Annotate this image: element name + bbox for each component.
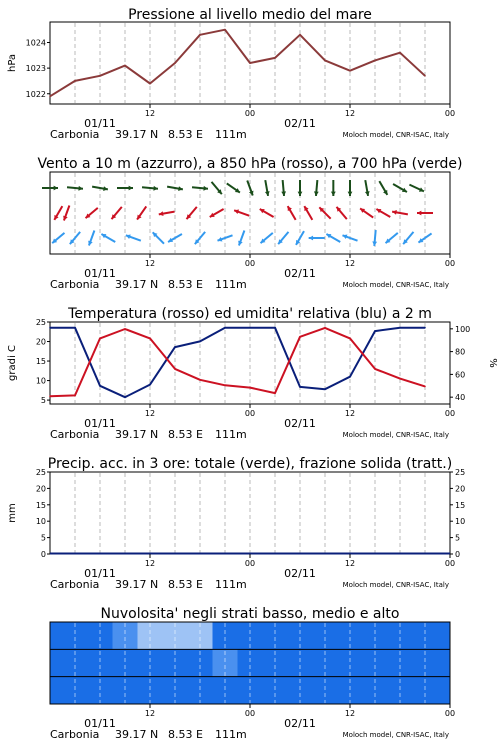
- humidity-line-point: [374, 330, 376, 332]
- wind-head: [372, 241, 377, 246]
- model-credit: Moloch model, CNR-ISAC, Italy: [342, 131, 449, 139]
- location-lon: 8.53 E: [168, 278, 203, 291]
- temperature-line-point: [174, 368, 176, 370]
- pressure-line-point: [174, 62, 176, 64]
- wind-arrow-700hpa: [281, 180, 286, 196]
- humidity-line-point: [349, 376, 351, 378]
- wind-arrow-700hpa: [331, 180, 336, 196]
- pressure-line-point: [149, 83, 151, 85]
- temperature-line-point: [124, 328, 126, 330]
- y-tick-label: 1023: [25, 64, 46, 74]
- wind-arrow-700hpa: [314, 180, 319, 196]
- y-right-tick-label: 40: [455, 393, 466, 403]
- model-credit: Moloch model, CNR-ISAC, Italy: [342, 731, 449, 739]
- humidity-line-point: [74, 327, 76, 329]
- humidity-line-point: [299, 386, 301, 388]
- temperature-line-point: [149, 338, 151, 340]
- wind-head: [298, 192, 303, 196]
- wind-arrow-850hpa: [260, 209, 274, 217]
- y-right-tick-label: 60: [455, 370, 466, 380]
- x-tick-label: 12: [344, 259, 356, 268]
- chart-title: Precip. acc. in 3 ore: totale (verde), frazione solida (tratt.): [47, 456, 453, 472]
- cloud-cell-medio: [238, 649, 451, 676]
- x-tick-label: 00: [444, 259, 456, 268]
- wind-arrow-10m: [418, 233, 431, 242]
- pressure-line-point: [299, 34, 301, 36]
- y-right-axis-label: %: [487, 358, 498, 368]
- date-label: 01/11: [84, 717, 116, 730]
- temperature-line-point: [399, 378, 401, 380]
- wind-arrow-10m: [195, 232, 205, 244]
- y-right-tick-label: 80: [455, 347, 466, 357]
- y-axis-label: mm: [7, 503, 18, 523]
- pressure-line-point: [249, 62, 251, 64]
- y-tick-label: 5: [40, 533, 46, 543]
- wind-arrow-700hpa: [348, 180, 353, 196]
- wind-head: [348, 192, 353, 196]
- location-elev: 111m: [215, 578, 247, 591]
- temperature-line-point: [299, 336, 301, 338]
- wind-arrow-10m: [126, 235, 141, 241]
- wind-arrow-10m: [168, 234, 182, 242]
- date-label: 02/11: [284, 267, 316, 280]
- location-lon: 8.53 E: [168, 128, 203, 141]
- temperature-line-point: [274, 392, 276, 394]
- wind-arrow-850hpa: [234, 210, 249, 216]
- date-label: 01/11: [84, 117, 116, 130]
- wind-arrow-10m: [88, 230, 94, 245]
- y-right-tick-label: 5: [455, 533, 461, 543]
- temperature-line-point: [349, 338, 351, 340]
- pressure-line-point: [274, 57, 276, 59]
- date-label: 02/11: [284, 417, 316, 430]
- wind-arrow-850hpa: [54, 206, 62, 220]
- y-tick-label: 1022: [25, 89, 46, 99]
- pressure-line-point: [124, 65, 126, 67]
- x-tick-label: 12: [344, 559, 356, 568]
- temperature-line-point: [74, 395, 76, 397]
- y-tick-label: 15: [35, 500, 46, 510]
- humidity-line-point: [224, 327, 226, 329]
- location-name: Carbonia: [50, 728, 100, 741]
- wind-arrow-700hpa: [265, 180, 270, 196]
- wind-arrow-10m: [101, 234, 115, 242]
- location-name: Carbonia: [50, 278, 100, 291]
- location-lat: 39.17 N: [115, 728, 159, 741]
- y-tick-label: 25: [35, 318, 46, 327]
- wind-arrow-700hpa: [365, 180, 370, 196]
- date-label: 02/11: [284, 717, 316, 730]
- wind-head: [281, 191, 286, 196]
- date-label: 01/11: [84, 567, 116, 580]
- pressure-line-point: [224, 29, 226, 31]
- location-lon: 8.53 E: [168, 728, 203, 741]
- wind-head: [153, 186, 158, 191]
- y-tick-label: 10: [35, 517, 46, 527]
- y-right-tick-label: 20: [455, 484, 466, 494]
- location-elev: 111m: [215, 428, 247, 441]
- wind-arrow-10m: [70, 232, 80, 244]
- wind-arrow-700hpa: [298, 180, 303, 196]
- x-tick-label: 00: [244, 109, 256, 118]
- humidity-line-point: [274, 327, 276, 329]
- wind-arrow-10m: [296, 231, 304, 245]
- wind-arrow-850hpa: [337, 207, 347, 219]
- temperature-line-point: [224, 384, 226, 386]
- wind-arrow-700hpa: [212, 182, 222, 194]
- wind-head: [129, 186, 133, 191]
- temperature-line-point: [49, 395, 51, 397]
- humidity-line-point: [249, 327, 251, 329]
- humidity-line-point: [124, 396, 126, 398]
- wind-arrow-850hpa: [86, 208, 98, 218]
- cloud-cell-alto: [213, 622, 451, 649]
- x-tick-label: 00: [244, 559, 256, 568]
- temperature-line-point: [249, 387, 251, 389]
- wind-arrow-10m: [386, 233, 398, 243]
- pressure-line-point: [324, 60, 326, 62]
- cloud-cell-alto: [138, 622, 188, 649]
- humidity-line-point: [174, 346, 176, 348]
- cloud-cell-alto: [50, 622, 113, 649]
- x-tick-label: 00: [244, 409, 256, 418]
- wind-arrow-700hpa: [409, 185, 424, 192]
- wind-arrow-850hpa: [376, 209, 390, 217]
- location-lat: 39.17 N: [115, 278, 159, 291]
- date-label: 01/11: [84, 267, 116, 280]
- y-tick-label: 10: [35, 376, 46, 386]
- y-tick-label: 20: [35, 337, 46, 347]
- model-credit: Moloch model, CNR-ISAC, Italy: [342, 281, 449, 289]
- wind-head: [309, 236, 313, 241]
- wind-arrow-850hpa: [210, 209, 224, 217]
- location-elev: 111m: [215, 278, 247, 291]
- temperature-line-point: [324, 327, 326, 329]
- location-name: Carbonia: [50, 428, 100, 441]
- y-tick-label: 0: [40, 550, 46, 559]
- wind-arrow-10m: [261, 233, 273, 243]
- location-lat: 39.17 N: [115, 428, 159, 441]
- location-elev: 111m: [215, 128, 247, 141]
- pressure-line-point: [374, 60, 376, 62]
- y-right-tick-label: 10: [455, 517, 466, 527]
- temperature-line-point: [99, 338, 101, 340]
- wind-arrow-10m: [238, 230, 244, 245]
- location-elev: 111m: [215, 728, 247, 741]
- x-tick-label: 12: [144, 259, 156, 268]
- wind-arrow-850hpa: [63, 205, 69, 220]
- model-credit: Moloch model, CNR-ISAC, Italy: [342, 581, 449, 589]
- wind-head: [417, 211, 421, 216]
- wind-arrow-10m: [278, 232, 288, 244]
- y-tick-label: 15: [35, 357, 46, 367]
- wind-arrow-10m: [326, 234, 340, 242]
- wind-arrow-10m: [52, 233, 64, 243]
- y-axis-label: hPa: [7, 53, 18, 73]
- pressure-line-point: [349, 70, 351, 72]
- pressure-line-point: [199, 34, 201, 36]
- humidity-line-point: [424, 327, 426, 329]
- y-right-tick-label: 100: [455, 324, 471, 334]
- pressure-line-point: [399, 52, 401, 54]
- pressure-line-point: [424, 75, 426, 77]
- humidity-line-point: [199, 341, 201, 343]
- humidity-line-point: [149, 384, 151, 386]
- temperature-line-point: [424, 386, 426, 388]
- pressure-line-point: [49, 96, 51, 98]
- y-right-tick-label: 15: [455, 500, 466, 510]
- pressure-line: [50, 30, 425, 97]
- humidity-line-point: [399, 327, 401, 329]
- x-tick-label: 12: [144, 109, 156, 118]
- pressure-line-point: [99, 75, 101, 77]
- chart-title: Temperatura (rosso) ed umidita' relativa (blu) a 2 m: [68, 306, 432, 322]
- wind-arrow-850hpa: [137, 206, 146, 219]
- y-tick-label: 20: [35, 484, 46, 494]
- wind-arrow-700hpa: [379, 181, 387, 195]
- date-label: 02/11: [284, 117, 316, 130]
- humidity-line-point: [324, 388, 326, 390]
- y-tick-label: 5: [40, 396, 46, 406]
- temperature-line-point: [374, 368, 376, 370]
- wind-arrow-10m: [372, 230, 377, 246]
- wind-arrow-10m: [153, 232, 164, 243]
- wind-head: [314, 191, 319, 196]
- wind-head: [54, 186, 58, 191]
- y-tick-label: 25: [35, 468, 46, 477]
- x-tick-label: 12: [344, 709, 356, 718]
- x-tick-label: 12: [144, 409, 156, 418]
- x-tick-label: 12: [344, 409, 356, 418]
- x-tick-label: 12: [144, 559, 156, 568]
- wind-arrow-700hpa: [227, 183, 240, 192]
- chart-title: Vento a 10 m (azzurro), a 850 hPa (rosso), a 700 hPa (verde): [37, 156, 463, 172]
- humidity-line-point: [49, 327, 51, 329]
- x-tick-label: 00: [444, 709, 456, 718]
- chart-title: Nuvolosita' negli strati basso, medio e alto: [100, 606, 400, 622]
- chart-title: Pressione al livello medio del mare: [128, 7, 372, 23]
- location-lat: 39.17 N: [115, 128, 159, 141]
- wind-head: [203, 186, 208, 191]
- wind-head: [331, 192, 336, 196]
- date-label: 02/11: [284, 567, 316, 580]
- plot-frame: [50, 472, 450, 554]
- x-tick-label: 00: [244, 259, 256, 268]
- wind-arrow-850hpa: [159, 211, 175, 216]
- location-lon: 8.53 E: [168, 578, 203, 591]
- wind-head: [78, 186, 83, 191]
- location-name: Carbonia: [50, 578, 100, 591]
- pressure-line-point: [74, 80, 76, 82]
- wind-arrow-850hpa: [304, 206, 312, 220]
- wind-arrow-850hpa: [112, 207, 122, 219]
- wind-arrow-850hpa: [288, 206, 296, 220]
- y-tick-label: 1024: [25, 38, 46, 48]
- y-right-tick-label: 25: [455, 468, 466, 477]
- wind-arrow-10m: [403, 232, 413, 244]
- y-axis-label: gradi C: [7, 345, 18, 381]
- humidity-line-point: [99, 385, 101, 387]
- wind-arrow-10m: [309, 236, 325, 241]
- location-lon: 8.53 E: [168, 428, 203, 441]
- cloud-cell-medio: [50, 649, 213, 676]
- wind-arrow-850hpa: [187, 207, 197, 219]
- temperature-line: [50, 328, 425, 396]
- x-tick-label: 00: [444, 559, 456, 568]
- x-tick-label: 12: [344, 109, 356, 118]
- location-lat: 39.17 N: [115, 578, 159, 591]
- y-right-tick-label: 0: [455, 550, 461, 559]
- x-tick-label: 00: [244, 709, 256, 718]
- location-name: Carbonia: [50, 128, 100, 141]
- model-credit: Moloch model, CNR-ISAC, Italy: [342, 431, 449, 439]
- temperature-line-point: [199, 379, 201, 381]
- x-tick-label: 00: [444, 409, 456, 418]
- x-tick-label: 12: [144, 709, 156, 718]
- date-label: 01/11: [84, 417, 116, 430]
- x-tick-label: 00: [444, 109, 456, 118]
- wind-arrow-850hpa: [360, 208, 373, 217]
